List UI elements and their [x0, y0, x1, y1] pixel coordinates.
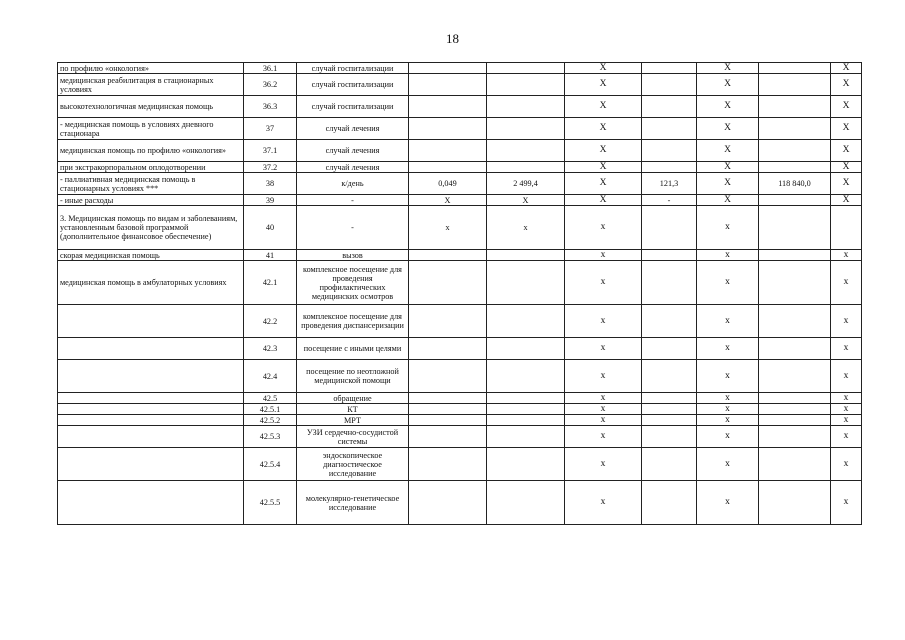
value-cell-c6: х	[565, 481, 642, 525]
row-name-cell: высокотехнологичная медицинская помощь	[58, 96, 244, 118]
value-cell-c4	[409, 140, 487, 162]
value-cell-c6: х	[565, 426, 642, 448]
value-cell-c10: х	[831, 481, 862, 525]
value-cell-c10: х	[831, 305, 862, 338]
value-cell-c5	[487, 426, 565, 448]
value-cell-c10: Х	[831, 195, 862, 206]
row-name-cell	[58, 415, 244, 426]
value-cell-c8: Х	[697, 162, 759, 173]
value-cell-c9	[759, 195, 831, 206]
value-cell-c6: Х	[565, 96, 642, 118]
unit-cell: случай госпитализации	[297, 96, 409, 118]
value-cell-c5	[487, 250, 565, 261]
row-number-cell: 42.2	[244, 305, 297, 338]
row-name-cell: при экстракорпоральном оплодотворении	[58, 162, 244, 173]
row-number-cell: 40	[244, 206, 297, 250]
value-cell-c8: Х	[697, 74, 759, 96]
value-cell-c8: х	[697, 393, 759, 404]
row-number-cell: 36.3	[244, 96, 297, 118]
value-cell-c10: х	[831, 393, 862, 404]
page-number: 18	[446, 31, 459, 46]
row-name-cell: - паллиативная медицинская помощь в стационарных условиях ***	[58, 173, 244, 195]
table-row	[58, 393, 862, 404]
unit-cell: УЗИ сердечно-сосудистой системы	[297, 426, 409, 448]
table-row	[58, 404, 862, 415]
unit-cell: -	[297, 206, 409, 250]
value-cell-c4	[409, 250, 487, 261]
unit-cell: МРТ	[297, 415, 409, 426]
value-cell-c10: х	[831, 404, 862, 415]
value-cell-c7	[642, 393, 697, 404]
value-cell-c5	[487, 338, 565, 360]
value-cell-c9	[759, 261, 831, 305]
value-cell-c9	[759, 74, 831, 96]
value-cell-c7	[642, 261, 697, 305]
value-cell-c9	[759, 162, 831, 173]
row-name-cell	[58, 426, 244, 448]
value-cell-c4	[409, 63, 487, 74]
row-number-cell: 42.5.1	[244, 404, 297, 415]
value-cell-c6: х	[565, 415, 642, 426]
value-cell-c7	[642, 426, 697, 448]
value-cell-c9	[759, 415, 831, 426]
value-cell-c6: Х	[565, 74, 642, 96]
row-name-cell	[58, 404, 244, 415]
unit-cell: молекулярно-генетическое исследование	[297, 481, 409, 525]
value-cell-c8: х	[697, 448, 759, 481]
value-cell-c7: -	[642, 195, 697, 206]
value-cell-c6: Х	[565, 195, 642, 206]
row-number-cell: 42.4	[244, 360, 297, 393]
table-row	[58, 206, 862, 250]
value-cell-c9	[759, 63, 831, 74]
value-cell-c7	[642, 118, 697, 140]
row-number-cell: 39	[244, 195, 297, 206]
value-cell-c4	[409, 305, 487, 338]
table-row	[58, 118, 862, 140]
value-cell-c6: Х	[565, 162, 642, 173]
value-cell-c7	[642, 162, 697, 173]
value-cell-c5	[487, 96, 565, 118]
value-cell-c10: Х	[831, 74, 862, 96]
value-cell-c4	[409, 261, 487, 305]
unit-cell: КТ	[297, 404, 409, 415]
value-cell-c10: Х	[831, 140, 862, 162]
value-cell-c10: Х	[831, 173, 862, 195]
value-cell-c8: Х	[697, 96, 759, 118]
row-number-cell: 38	[244, 173, 297, 195]
unit-cell: эндоскопическое диагностическое исследование	[297, 448, 409, 481]
value-cell-c4	[409, 96, 487, 118]
value-cell-c9	[759, 206, 831, 250]
value-cell-c4	[409, 74, 487, 96]
value-cell-c10: х	[831, 250, 862, 261]
row-number-cell: 42.1	[244, 261, 297, 305]
value-cell-c4	[409, 338, 487, 360]
value-cell-c10: х	[831, 426, 862, 448]
value-cell-c9	[759, 393, 831, 404]
value-cell-c8: Х	[697, 63, 759, 74]
value-cell-c5	[487, 63, 565, 74]
value-cell-c5: 2 499,4	[487, 173, 565, 195]
value-cell-c6: х	[565, 393, 642, 404]
table-row	[58, 140, 862, 162]
value-cell-c9	[759, 360, 831, 393]
value-cell-c7	[642, 305, 697, 338]
table-row	[58, 250, 862, 261]
row-name-cell: - медицинская помощь в условиях дневного стационара	[58, 118, 244, 140]
value-cell-c9	[759, 481, 831, 525]
table-row	[58, 195, 862, 206]
table-row	[58, 74, 862, 96]
value-cell-c4	[409, 404, 487, 415]
unit-cell: комплексное посещение для проведения диспансеризации	[297, 305, 409, 338]
value-cell-c4	[409, 481, 487, 525]
value-cell-c6: х	[565, 250, 642, 261]
value-cell-c5	[487, 415, 565, 426]
value-cell-c4	[409, 448, 487, 481]
value-cell-c8: х	[697, 261, 759, 305]
value-cell-c7	[642, 360, 697, 393]
value-cell-c10: Х	[831, 118, 862, 140]
value-cell-c6: Х	[565, 140, 642, 162]
row-number-cell: 42.5.2	[244, 415, 297, 426]
value-cell-c5: Х	[487, 195, 565, 206]
row-name-cell: скорая медицинская помощь	[58, 250, 244, 261]
value-cell-c4	[409, 360, 487, 393]
row-number-cell: 41	[244, 250, 297, 261]
value-cell-c5	[487, 481, 565, 525]
value-cell-c8: х	[697, 206, 759, 250]
row-name-cell	[58, 481, 244, 525]
table-row	[58, 96, 862, 118]
row-number-cell: 37.1	[244, 140, 297, 162]
table-row	[58, 173, 862, 195]
table-row	[58, 448, 862, 481]
value-cell-c9	[759, 338, 831, 360]
unit-cell: случай лечения	[297, 140, 409, 162]
table-row	[58, 481, 862, 525]
value-cell-c7	[642, 250, 697, 261]
value-cell-c7	[642, 96, 697, 118]
row-name-cell: медицинская помощь по профилю «онкология»	[58, 140, 244, 162]
value-cell-c6: х	[565, 338, 642, 360]
value-cell-c10: х	[831, 415, 862, 426]
unit-cell: к/день	[297, 173, 409, 195]
value-cell-c9	[759, 250, 831, 261]
financing-table	[57, 62, 862, 525]
value-cell-c6: Х	[565, 173, 642, 195]
value-cell-c10: х	[831, 338, 862, 360]
value-cell-c7	[642, 140, 697, 162]
value-cell-c5	[487, 448, 565, 481]
unit-cell: посещение по неотложной медицинской помощи	[297, 360, 409, 393]
value-cell-c7	[642, 448, 697, 481]
value-cell-c6: х	[565, 305, 642, 338]
value-cell-c9	[759, 96, 831, 118]
value-cell-c9: 118 840,0	[759, 173, 831, 195]
unit-cell: случай лечения	[297, 118, 409, 140]
value-cell-c7	[642, 74, 697, 96]
table-row	[58, 338, 862, 360]
row-number-cell: 36.2	[244, 74, 297, 96]
row-name-cell: - иные расходы	[58, 195, 244, 206]
table-row	[58, 162, 862, 173]
value-cell-c4: х	[409, 206, 487, 250]
value-cell-c6: Х	[565, 118, 642, 140]
value-cell-c6: Х	[565, 63, 642, 74]
value-cell-c10: Х	[831, 162, 862, 173]
row-name-cell: медицинская помощь в амбулаторных условиях	[58, 261, 244, 305]
value-cell-c4	[409, 118, 487, 140]
value-cell-c5	[487, 404, 565, 415]
row-name-cell	[58, 360, 244, 393]
value-cell-c7	[642, 404, 697, 415]
row-name-cell: по профилю «онкология»	[58, 63, 244, 74]
value-cell-c10: х	[831, 261, 862, 305]
value-cell-c8: х	[697, 338, 759, 360]
unit-cell: случай госпитализации	[297, 63, 409, 74]
value-cell-c6: х	[565, 360, 642, 393]
value-cell-c8: Х	[697, 173, 759, 195]
row-name-cell	[58, 448, 244, 481]
value-cell-c6: х	[565, 404, 642, 415]
value-cell-c6: х	[565, 261, 642, 305]
value-cell-c9	[759, 426, 831, 448]
unit-cell: случай госпитализации	[297, 74, 409, 96]
value-cell-c8: х	[697, 404, 759, 415]
value-cell-c5	[487, 393, 565, 404]
value-cell-c5	[487, 261, 565, 305]
value-cell-c8: Х	[697, 118, 759, 140]
row-number-cell: 42.5.5	[244, 481, 297, 525]
value-cell-c5	[487, 74, 565, 96]
value-cell-c5	[487, 305, 565, 338]
value-cell-c4	[409, 426, 487, 448]
value-cell-c5	[487, 140, 565, 162]
value-cell-c4	[409, 415, 487, 426]
row-number-cell: 37.2	[244, 162, 297, 173]
value-cell-c10: Х	[831, 96, 862, 118]
value-cell-c9	[759, 448, 831, 481]
value-cell-c7	[642, 338, 697, 360]
value-cell-c8: х	[697, 250, 759, 261]
value-cell-c6: х	[565, 448, 642, 481]
value-cell-c8: Х	[697, 195, 759, 206]
unit-cell: обращение	[297, 393, 409, 404]
table-row	[58, 63, 862, 74]
row-name-cell	[58, 338, 244, 360]
row-number-cell: 42.5.3	[244, 426, 297, 448]
row-name-cell	[58, 393, 244, 404]
unit-cell: случай лечения	[297, 162, 409, 173]
value-cell-c9	[759, 140, 831, 162]
value-cell-c7	[642, 206, 697, 250]
value-cell-c8: х	[697, 426, 759, 448]
value-cell-c4	[409, 162, 487, 173]
table-row	[58, 415, 862, 426]
value-cell-c10: Х	[831, 63, 862, 74]
value-cell-c9	[759, 404, 831, 415]
value-cell-c4: 0,049	[409, 173, 487, 195]
table-row	[58, 426, 862, 448]
table-row	[58, 305, 862, 338]
value-cell-c5	[487, 162, 565, 173]
unit-cell: комплексное посещение для проведения профилактических медицинских осмотров	[297, 261, 409, 305]
row-number-cell: 42.3	[244, 338, 297, 360]
value-cell-c8: х	[697, 305, 759, 338]
table-row	[58, 261, 862, 305]
value-cell-c8: х	[697, 415, 759, 426]
row-name-cell	[58, 305, 244, 338]
row-number-cell: 37	[244, 118, 297, 140]
value-cell-c7	[642, 415, 697, 426]
value-cell-c8: Х	[697, 140, 759, 162]
value-cell-c4	[409, 393, 487, 404]
value-cell-c7: 121,3	[642, 173, 697, 195]
value-cell-c7	[642, 481, 697, 525]
value-cell-c5	[487, 360, 565, 393]
value-cell-c10: х	[831, 448, 862, 481]
value-cell-c8: х	[697, 360, 759, 393]
value-cell-c10: х	[831, 360, 862, 393]
table-row	[58, 360, 862, 393]
value-cell-c7	[642, 63, 697, 74]
row-number-cell: 42.5	[244, 393, 297, 404]
value-cell-c5	[487, 118, 565, 140]
value-cell-c10	[831, 206, 862, 250]
value-cell-c8: х	[697, 481, 759, 525]
unit-cell: посещение с иными целями	[297, 338, 409, 360]
value-cell-c4: Х	[409, 195, 487, 206]
unit-cell: -	[297, 195, 409, 206]
row-number-cell: 42.5.4	[244, 448, 297, 481]
value-cell-c5: х	[487, 206, 565, 250]
row-number-cell: 36.1	[244, 63, 297, 74]
row-name-cell: медицинская реабилитация в стационарных условиях	[58, 74, 244, 96]
row-name-cell: 3. Медицинская помощь по видам и заболеваниям, установленным базовой программой (дополнительное финансовое обеспечение)	[58, 206, 244, 250]
unit-cell: вызов	[297, 250, 409, 261]
value-cell-c6: х	[565, 206, 642, 250]
value-cell-c9	[759, 305, 831, 338]
value-cell-c9	[759, 118, 831, 140]
